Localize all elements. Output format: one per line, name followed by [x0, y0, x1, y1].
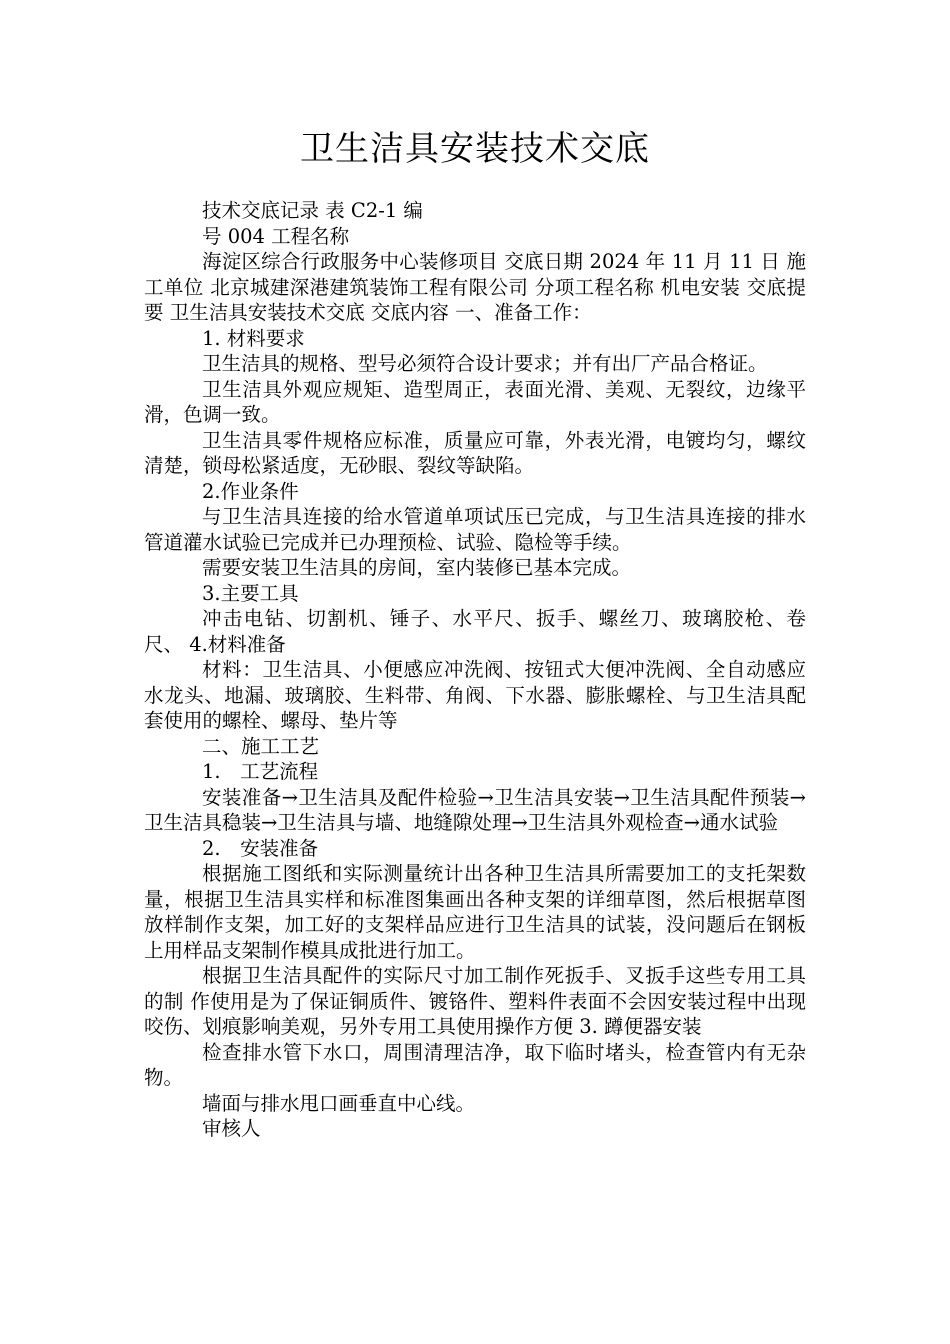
paragraph: 与卫生洁具连接的给水管道单项试压已完成，与卫生洁具连接的排水管道灌水试验已完成并已办理预检、试验、隐检等手续。: [144, 505, 806, 554]
section-heading-preparation: 2. 安装准备: [202, 836, 319, 860]
header-record-line: 技术交底记录 表 C2-1 编: [202, 199, 423, 222]
paragraph: 根据施工图纸和实际测量统计出各种卫生洁具所需要加工的支托架数量，根据卫生洁具实样和标准图集画出各种支架的详细草图，然后根据草图放样制作支架，加工好的支架样品应进行卫生洁具的试装，没问题后在钢板上用样品支架制作模具成批进行加工。: [144, 862, 806, 962]
reviewer-label: 审核人: [202, 1117, 261, 1140]
section-heading-conditions: 2.作业条件: [202, 479, 299, 503]
paragraph: 安装准备→卫生洁具及配件检验→卫生洁具安装→卫生洁具配件预装→卫生洁具稳装→卫生洁具与墙、地缝隙处理→卫生洁具外观检查→通水试验: [144, 785, 806, 834]
paragraph: 卫生洁具零件规格应标准，质量应可靠，外表光滑，电镀均匀，螺纹清楚，锁母松紧适度，无砂眼、裂纹等缺陷。: [144, 428, 806, 477]
paragraph: 根据卫生洁具配件的实际尺寸加工制作死扳手、叉扳手这些专用工具的制 作使用是为了保证铜质件、镀铬件、塑料件表面不会因安装过程中出现咬伤、划痕影响美观，另外专用工具使用操作方便 3. 蹲便器安装: [144, 964, 806, 1038]
section-heading-tools: 3.主要工具: [202, 581, 299, 605]
paragraph: 墙面与排水甩口画垂直中心线。: [202, 1091, 476, 1115]
section-heading-materials: 1. 材料要求: [202, 326, 305, 350]
document-title: 卫生洁具安装技术交底: [300, 129, 650, 169]
project-info-paragraph: 海淀区综合行政服务中心装修项目 交底日期 2024 年 11 月 11 日 施工单位 北京城建深港建筑装饰工程有限公司 分项工程名称 机电安装 交底提要 卫生洁具安装技术交底 交底内容 一、准备工作：: [144, 250, 806, 324]
paragraph: 卫生洁具的规格、型号必须符合设计要求；并有出厂产品合格证。: [202, 352, 768, 375]
paragraph: 检查排水管下水口，周围清理洁净，取下临时堵头，检查管内有无杂物。: [144, 1040, 806, 1089]
paragraph: 材料：卫生洁具、小便感应冲洗阀、按钮式大便冲洗阀、全自动感应水龙头、地漏、玻璃胶、生料带、角阀、下水器、膨胀螺栓、与卫生洁具配套使用的螺栓、螺母、垫片等: [144, 658, 806, 732]
section-heading-flow: 1. 工艺流程: [202, 760, 319, 783]
paragraph: 卫生洁具外观应规矩、造型周正，表面光滑、美观、无裂纹，边缘平滑，色调一致。: [144, 377, 806, 426]
header-number-line: 号 004 工程名称: [202, 224, 350, 248]
paragraph: 需要安装卫生洁具的房间，室内装修已基本完成。: [202, 556, 632, 579]
paragraph: 冲击电钻、切割机、锤子、水平尺、扳手、螺丝刀、玻璃胶枪、卷尺、 4.材料准备: [144, 607, 806, 656]
document-body: [144, 198, 806, 1142]
section-heading-process: 二、施工工艺: [202, 734, 320, 758]
